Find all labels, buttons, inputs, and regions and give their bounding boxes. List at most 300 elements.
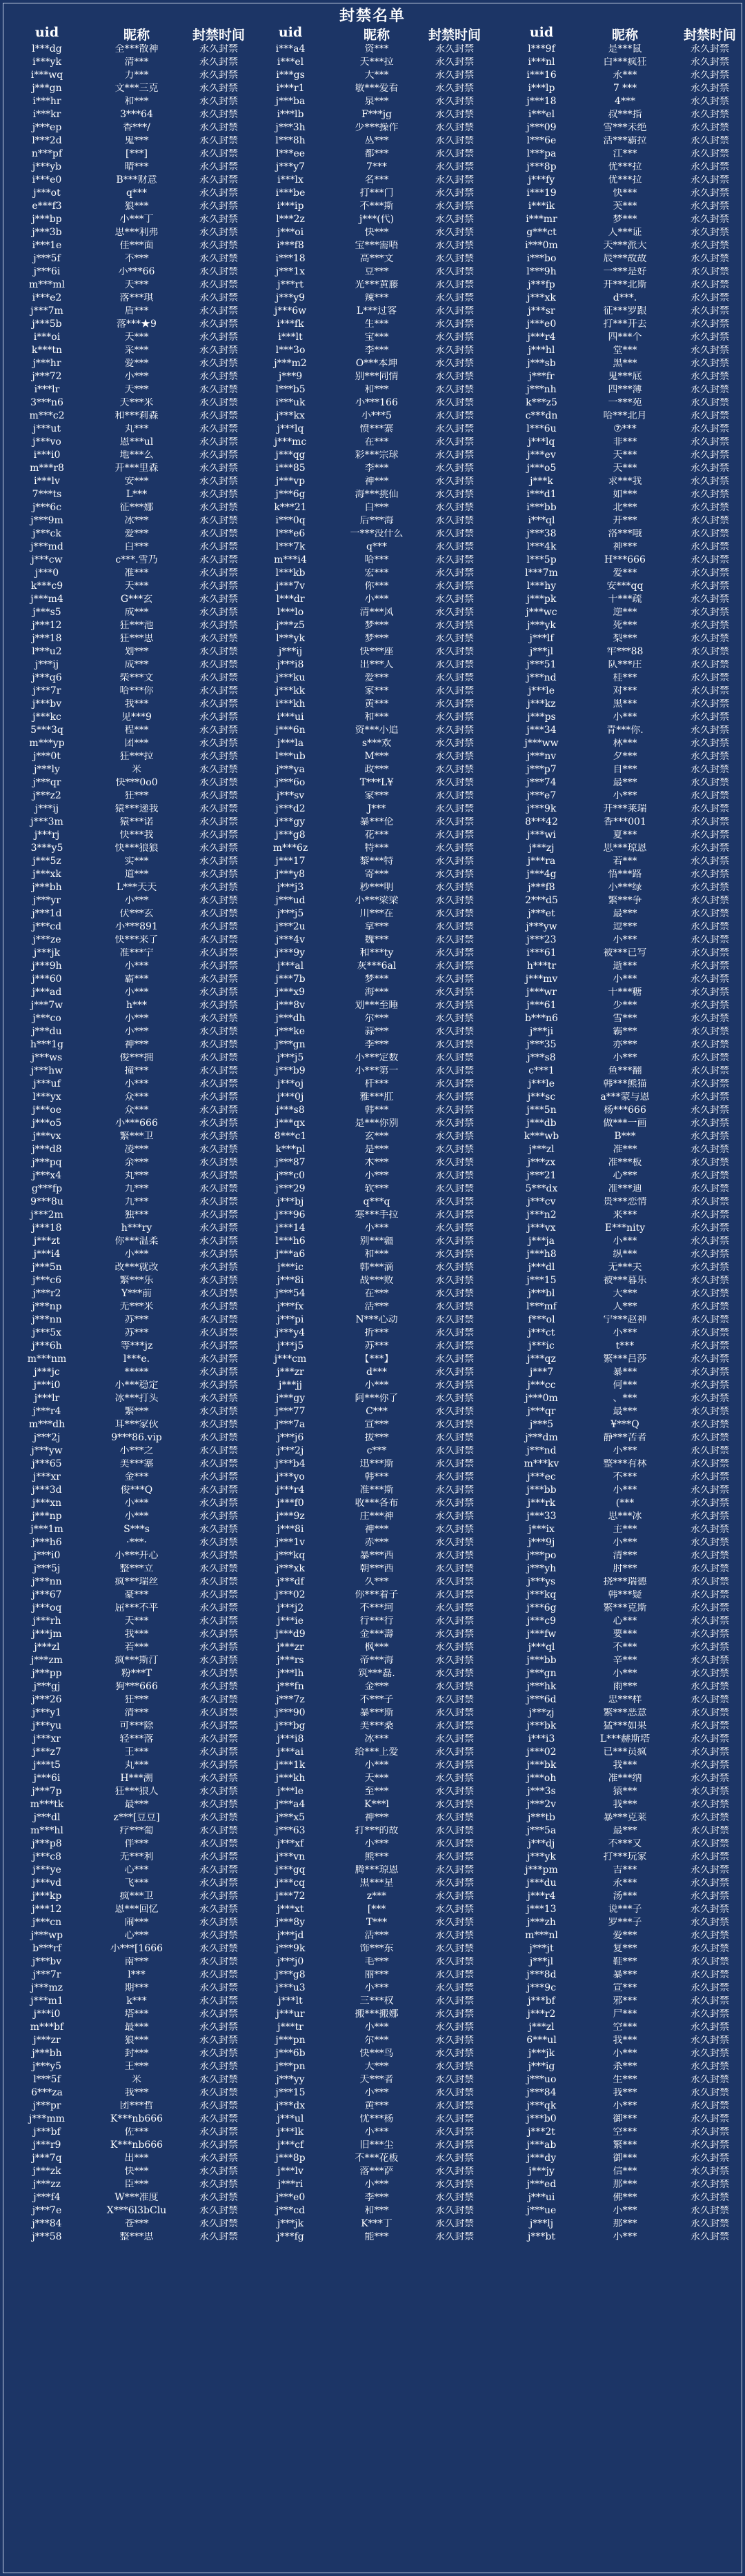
uid-cell: j***qr [32, 778, 61, 788]
ban-time-cell: 永久封禁 [199, 214, 238, 225]
uid-cell: j***hk [526, 1682, 557, 1692]
nickname-cell: 疗***葡 [119, 1826, 154, 1836]
table-row [0, 1196, 745, 1209]
ban-time-cell: 永久封禁 [435, 1747, 474, 1758]
uid-cell: j***38 [526, 529, 557, 539]
nickname-cell: G***玄 [120, 594, 153, 605]
ban-time-cell: 永久封禁 [691, 1367, 729, 1378]
nickname-cell: 生*** [613, 2075, 637, 2085]
table-row [0, 95, 745, 108]
uid-cell: l***mf [526, 1302, 557, 1312]
uid-cell: j***ij [34, 804, 59, 814]
uid-cell: j***qk [526, 2101, 557, 2111]
ban-time-cell: 永久封禁 [199, 542, 238, 552]
uid-cell: j***r4 [527, 332, 556, 343]
nickname-cell: 夏*** [613, 830, 637, 841]
uid-cell: j***y8 [275, 869, 306, 880]
nickname-cell: 一***没什么 [350, 529, 404, 539]
uid-cell: l***h6 [275, 1236, 306, 1247]
nickname-cell: 寄*** [364, 869, 389, 880]
table-row [0, 2008, 745, 2021]
table-header [0, 25, 745, 43]
nickname-cell: 小*** [613, 2232, 637, 2242]
nickname-cell: 4*** [615, 97, 635, 107]
ban-time-cell: 永久封禁 [691, 935, 729, 945]
uid-cell: j***pn [275, 2035, 306, 2046]
ban-time-cell: 永久封禁 [435, 647, 474, 657]
nickname-cell: 战***败 [359, 1276, 394, 1286]
nickname-cell: 7*** [366, 162, 387, 172]
table-row [0, 1995, 745, 2008]
ban-time-cell: 永久封禁 [691, 686, 729, 696]
nickname-cell: 林*** [613, 738, 637, 749]
ban-time-cell: 永久封禁 [691, 2049, 729, 2059]
table-row [0, 1091, 745, 1104]
uid-cell: j***zl [34, 1642, 60, 1653]
nickname-cell: 黄*** [364, 699, 389, 710]
ban-time-cell: 永久封禁 [435, 57, 474, 68]
ban-time-cell: 永久封禁 [691, 1302, 729, 1312]
uid-cell: j***17 [275, 856, 306, 867]
uid-cell: i***lt [278, 332, 303, 343]
table-row [0, 606, 745, 619]
nickname-cell: 准*** [613, 1145, 637, 1155]
ban-time-cell: 永久封禁 [435, 332, 474, 343]
table-row [0, 2231, 745, 2244]
uid-cell: j***9y [275, 948, 306, 958]
nickname-cell: 小***第一 [355, 1066, 399, 1076]
nickname-cell: 天***拉 [359, 57, 394, 68]
nickname-cell: 高***文 [359, 254, 394, 264]
ban-time-cell: 永久封禁 [435, 1000, 474, 1011]
ban-time-cell: 永久封禁 [199, 2101, 238, 2111]
ban-time-cell: 永久封禁 [691, 1564, 729, 1574]
nickname-cell: 黑***星 [359, 1878, 394, 1889]
uid-cell: j***ic [277, 1262, 304, 1273]
nickname-cell: 清*** [124, 57, 149, 68]
nickname-cell: 准***迪 [608, 1184, 642, 1194]
uid-cell: l***ee [275, 149, 306, 159]
uid-cell: j***7e [32, 2206, 62, 2216]
ban-time-cell: 永久封禁 [199, 1695, 238, 1705]
ban-time-cell: 永久封禁 [691, 1839, 729, 1849]
table-row [0, 894, 745, 907]
uid-cell: j***0 [34, 568, 59, 578]
uid-cell: j***yu [32, 1721, 62, 1731]
uid-cell: j***cw [31, 555, 63, 565]
uid-cell: j***zl [528, 1145, 555, 1155]
uid-cell: j***cn [32, 1918, 62, 1928]
nickname-cell: 非*** [613, 437, 637, 447]
table-row [0, 1431, 745, 1445]
nickname-cell: 是***鼠 [608, 44, 642, 54]
ban-time-cell: 永久封禁 [691, 2219, 729, 2229]
ban-time-cell: 永久封禁 [435, 476, 474, 487]
ban-time-cell: 永久封禁 [435, 1904, 474, 1915]
ban-time-cell: 永久封禁 [199, 869, 238, 880]
uid-cell: l***pa [526, 149, 557, 159]
nickname-cell: 川***在 [359, 909, 394, 919]
uid-cell: j***bf [33, 2127, 61, 2137]
table-row [0, 1942, 745, 1955]
uid-cell: j***8i [277, 1276, 304, 1286]
nickname-cell: 御*** [613, 2153, 637, 2164]
nickname-cell: 小*** [124, 961, 149, 972]
table-row [0, 1012, 745, 1025]
ban-time-cell: 永久封禁 [691, 1656, 729, 1666]
nickname-cell: 金*** [364, 1682, 389, 1692]
table-row [0, 1445, 745, 1458]
ban-time-cell: 永久封禁 [691, 2193, 729, 2203]
ban-time-cell: 永久封禁 [691, 57, 729, 68]
nickname-cell: 耳***家伙 [115, 1420, 159, 1430]
ban-time-cell: 永久封禁 [199, 568, 238, 578]
ban-time-cell: 永久封禁 [199, 2075, 238, 2085]
nickname-cell: 征***罗跟 [603, 306, 647, 316]
ban-time-cell: 永久封禁 [199, 1066, 238, 1076]
uid-cell: m***bf [30, 2022, 64, 2033]
ban-time-cell: 永久封禁 [691, 1380, 729, 1391]
ban-time-cell: 永久封禁 [435, 2232, 474, 2242]
nickname-cell: 清***风 [359, 607, 394, 618]
ban-time-cell: 永久封禁 [435, 1472, 474, 1482]
uid-cell: j***8p [275, 2153, 306, 2164]
uid-cell: j***md [30, 542, 63, 552]
nickname-cell: 天*** [124, 1616, 149, 1627]
ban-time-cell: 永久封禁 [435, 1603, 474, 1613]
ban-time-cell: 永久封禁 [435, 1420, 474, 1430]
nickname-cell: 小*** [613, 1538, 637, 1548]
nickname-cell: 阿***你了 [355, 1393, 399, 1404]
uid-cell: j***ct [528, 1328, 555, 1338]
uid-cell: j***e0 [526, 319, 557, 330]
nickname-cell: 久*** [364, 1577, 389, 1587]
uid-cell: l***dg [32, 44, 62, 54]
uid-cell: j***y4 [275, 1328, 306, 1338]
nickname-cell: 苍*** [124, 2219, 149, 2229]
table-row [0, 842, 745, 855]
nickname-cell: 叔***指 [608, 110, 642, 120]
nickname-cell: 众*** [124, 1092, 149, 1103]
uid-cell: j***lq [277, 424, 304, 434]
uid-cell: m***r8 [30, 463, 64, 474]
uid-cell: j***ot [33, 188, 61, 199]
nickname-cell: 米 [132, 2075, 141, 2085]
uid-cell: j***kq [275, 1551, 306, 1561]
nickname-cell: 如*** [613, 490, 637, 500]
nickname-cell: 我*** [613, 2035, 637, 2046]
ban-time-cell: 永久封禁 [435, 1302, 474, 1312]
ban-time-cell: 永久封禁 [691, 2166, 729, 2177]
ban-time-cell: 永久封禁 [691, 778, 729, 788]
uid-cell: j***12 [32, 621, 62, 631]
nickname-cell: 俊***Q [120, 1485, 153, 1496]
ban-time-cell: 永久封禁 [691, 1092, 729, 1103]
table-row [0, 1903, 745, 1916]
nickname-cell: 能*** [364, 2232, 389, 2242]
nickname-cell: [***] [126, 149, 148, 159]
uid-cell: h***1g [30, 1040, 63, 1050]
nickname-cell: 神*** [364, 1525, 389, 1535]
nickname-cell: 狂***池 [119, 621, 154, 631]
ban-time-cell: 永久封禁 [199, 1931, 238, 1941]
uid-cell: i***kr [32, 110, 61, 120]
uid-cell: m***c2 [29, 411, 65, 421]
uid-cell: c***dn [525, 411, 558, 421]
uid-cell: m***nl [525, 1931, 558, 1941]
uid-cell: i***hr [32, 97, 61, 107]
ban-time-cell: 永久封禁 [435, 254, 474, 264]
uid-cell: j***m4 [30, 594, 63, 605]
nickname-cell: 收***各布 [355, 1498, 399, 1509]
ban-time-cell: 永久封禁 [199, 1249, 238, 1260]
uid-cell: j***kz [527, 699, 556, 710]
nickname-cell: 丸*** [124, 424, 149, 434]
nickname-cell: 小*** [124, 1027, 149, 1037]
ban-time-cell: 永久封禁 [199, 699, 238, 710]
nickname-cell: 爱*** [613, 568, 637, 578]
uid-cell: i***d1 [526, 490, 557, 500]
nickname-cell: 飞*** [124, 1878, 149, 1889]
nickname-cell: 快*** [364, 228, 389, 238]
ban-time-cell: 永久封禁 [691, 1341, 729, 1351]
nickname-cell: 是***你别 [355, 1118, 399, 1129]
nickname-cell: 思***冰 [608, 1511, 642, 1522]
ban-time-cell: 永久封禁 [691, 1354, 729, 1365]
uid-cell: j***ut [33, 424, 61, 434]
table-row [0, 973, 745, 986]
table-row [0, 1143, 745, 1156]
nickname-cell: 不***子 [359, 1695, 394, 1705]
nickname-cell: K***丁 [361, 2219, 393, 2229]
nickname-cell: 给***上爱 [355, 1747, 399, 1758]
nickname-cell: 御*** [613, 2114, 637, 2124]
ban-time-cell: 永久封禁 [691, 883, 729, 893]
ban-time-cell: 永久封禁 [435, 2049, 474, 2059]
uid-cell: j***lq [528, 437, 555, 447]
nickname-cell: 小*** [613, 1669, 637, 1679]
nickname-cell: 枫*** [364, 1642, 389, 1653]
nickname-cell: L***赫斯塔 [599, 1734, 650, 1744]
ban-time-cell: 永久封禁 [199, 712, 238, 723]
ban-time-cell: 永久封禁 [691, 1105, 729, 1116]
uid-cell: j***5a [526, 1826, 557, 1836]
uid-cell: j***j3 [277, 883, 304, 893]
uid-cell: j***mc [274, 437, 307, 447]
ban-time-cell: 永久封禁 [435, 1459, 474, 1469]
ban-time-cell: 永久封禁 [691, 1014, 729, 1024]
uid-cell: m***dh [28, 1420, 66, 1430]
ban-time-cell: 永久封禁 [691, 1236, 729, 1247]
uid-cell: j***xr [33, 1734, 61, 1744]
ban-time-cell: 永久封禁 [435, 1158, 474, 1168]
nickname-cell: (*** [615, 1498, 635, 1509]
ban-time-cell: 永久封禁 [435, 1433, 474, 1443]
nickname-cell: 做***一画 [603, 1118, 647, 1129]
ban-time-cell: 永久封禁 [691, 1066, 729, 1076]
ban-time-cell: 永久封禁 [199, 896, 238, 906]
uid-cell: j***o5 [32, 1118, 62, 1129]
ban-time-cell: 永久封禁 [435, 1249, 474, 1260]
nickname-cell: 爱*** [364, 673, 389, 683]
ban-time-cell: 永久封禁 [199, 1367, 238, 1378]
uid-cell: h***tr [526, 961, 557, 972]
uid-cell: j***xf [277, 1839, 304, 1849]
ban-time-cell: 永久封禁 [435, 2153, 474, 2164]
uid-cell: i***r1 [276, 83, 305, 94]
uid-cell: j***zm [31, 1656, 63, 1666]
uid-cell: j***18 [32, 634, 62, 644]
uid-cell: j***dl [33, 1813, 61, 1823]
nickname-cell: 宝***需唔 [355, 241, 399, 251]
ban-time-cell: 永久封禁 [691, 621, 729, 631]
nickname-cell: 快*** [124, 2166, 149, 2177]
uid-cell: j***cf [277, 2140, 304, 2151]
nickname-cell: 天*** [364, 1773, 389, 1784]
uid-cell: j***7q [32, 2153, 62, 2164]
ban-time-cell: 永久封禁 [199, 2180, 238, 2190]
uid-cell: j***lr [34, 1393, 60, 1404]
uid-cell: l***8h [275, 136, 306, 146]
ban-time-cell: 永久封禁 [435, 961, 474, 972]
nickname-cell: z***[豆豆] [113, 1813, 160, 1823]
ban-time-cell: 永久封禁 [691, 2022, 729, 2033]
nickname-cell: h*** [126, 1000, 148, 1011]
uid-cell: j***ly [34, 765, 60, 775]
uid-cell: l***2d [32, 136, 62, 146]
uid-cell: l***5f [33, 2075, 61, 2085]
ban-time-cell: 永久封禁 [199, 44, 238, 54]
uid-cell: j***r9 [32, 2140, 61, 2151]
nickname-cell: 空*** [613, 2127, 637, 2137]
ban-time-cell: 永久封禁 [199, 1210, 238, 1220]
ban-time-cell: 永久封禁 [199, 2140, 238, 2151]
nickname-cell: 安*** [124, 476, 149, 487]
uid-cell: j***pi [277, 1315, 304, 1325]
nickname-cell: 宝*** [364, 332, 389, 343]
ban-time-cell: 永久封禁 [435, 1341, 474, 1351]
table-row [0, 488, 745, 501]
ban-time-cell: 永久封禁 [435, 1590, 474, 1600]
nickname-cell: 准***纳 [608, 1773, 642, 1784]
table-row [0, 69, 745, 82]
table-row [0, 1851, 745, 1864]
uid-cell: j***qr [527, 1407, 556, 1417]
ban-time-cell: 永久封禁 [435, 909, 474, 919]
ban-time-cell: 永久封禁 [435, 241, 474, 251]
uid-cell: j***t5 [33, 1760, 61, 1771]
nickname-cell: 小*** [613, 974, 637, 985]
ban-time-cell: 永久封禁 [199, 673, 238, 683]
table-row [0, 763, 745, 776]
ban-time-cell: 永久封禁 [691, 345, 729, 356]
uid-cell: j***le [528, 686, 555, 696]
uid-cell: j***bv [32, 699, 62, 710]
nickname-cell: 成*** [124, 660, 149, 670]
uid-cell: j***ur [276, 2009, 305, 2020]
uid-cell: j***rs [277, 1656, 304, 1666]
ban-time-cell: 永久封禁 [435, 175, 474, 185]
nickname-cell: 人*** [613, 1302, 637, 1312]
ban-time-cell: 永久封禁 [691, 1721, 729, 1731]
ban-time-cell: 永久封禁 [691, 1682, 729, 1692]
ban-time-cell: 永久封禁 [435, 791, 474, 801]
nickname-cell: 彩***宗球 [355, 450, 399, 461]
uid-cell: j***67 [32, 1590, 62, 1600]
uid-cell: j***9k [275, 1944, 306, 1954]
nickname-cell: 十***糖 [608, 987, 642, 998]
ban-time-cell: 永久封禁 [435, 2127, 474, 2137]
nickname-cell: 优***拉 [608, 175, 642, 185]
uid-cell: j***wr [526, 987, 557, 998]
nickname-cell: 不*** [613, 1472, 637, 1482]
nickname-cell: 疯***卫 [119, 1891, 154, 1902]
nickname-cell: 晴*** [124, 162, 149, 172]
nickname-cell: 主*** [613, 1525, 637, 1535]
nickname-cell: 小*** [124, 372, 149, 382]
nickname-cell: 小***开心 [115, 1551, 159, 1561]
uid-cell: j***yy [276, 2075, 305, 2085]
table-row [0, 1707, 745, 1720]
nickname-cell: 三***权 [359, 1996, 394, 2006]
nickname-cell: 桂*** [613, 673, 637, 683]
nickname-cell: 小***定数 [355, 1053, 399, 1063]
uid-cell: l***6u [526, 424, 557, 434]
ban-time-cell: 永久封禁 [199, 359, 238, 369]
ban-time-cell: 永久封禁 [435, 1367, 474, 1378]
nickname-cell: 最*** [124, 1800, 149, 1810]
uid-cell: j***23 [526, 935, 557, 945]
ban-time-cell: 永久封禁 [435, 1079, 474, 1089]
nickname-cell: 魏*** [364, 935, 389, 945]
uid-cell: i***e2 [32, 293, 62, 303]
uid-cell: j***bv [32, 1957, 62, 1967]
nickname-cell: 安***qq [606, 581, 644, 592]
nickname-cell: 杆*** [364, 1079, 389, 1089]
nickname-cell: 爱*** [124, 359, 149, 369]
nickname-cell: 狼*** [124, 201, 149, 212]
nickname-cell: 纵*** [613, 1249, 637, 1260]
ban-time-cell: 永久封禁 [199, 725, 238, 736]
ban-time-cell: 永久封禁 [435, 2035, 474, 2046]
table-row [0, 1824, 745, 1838]
ban-time-cell: 永久封禁 [199, 1262, 238, 1273]
nickname-cell: 哈***北月 [603, 411, 647, 421]
ban-time-cell: 永久封禁 [691, 1223, 729, 1234]
uid-cell: j***15 [275, 2088, 306, 2098]
nickname-cell: l***e. [123, 1354, 150, 1365]
uid-cell: j***02 [526, 1747, 557, 1758]
uid-cell: j***du [526, 1878, 557, 1889]
ban-time-cell: 永久封禁 [435, 1734, 474, 1744]
ban-time-cell: 永久封禁 [691, 1616, 729, 1627]
nickname-cell: 恩***回忆 [115, 1904, 159, 1915]
ban-time-cell: 永久封禁 [435, 896, 474, 906]
nickname-cell: 成*** [124, 607, 149, 618]
nickname-cell: 白***疯狂 [603, 57, 647, 68]
ban-time-cell: 永久封禁 [691, 1498, 729, 1509]
nickname-cell: [*** [367, 1904, 386, 1915]
uid-cell: j***m2 [274, 359, 307, 369]
uid-cell: i***i0 [33, 450, 61, 461]
ban-time-cell: 永久封禁 [435, 673, 474, 683]
nickname-cell: 力*** [124, 70, 149, 81]
nickname-cell: 永*** [613, 1878, 637, 1889]
ban-time-cell: 永久封禁 [691, 1171, 729, 1181]
uid-cell: j***vd [32, 1878, 62, 1889]
nickname-cell: 忧***杨 [359, 2114, 394, 2124]
nickname-cell: 打***的故 [355, 1826, 399, 1836]
